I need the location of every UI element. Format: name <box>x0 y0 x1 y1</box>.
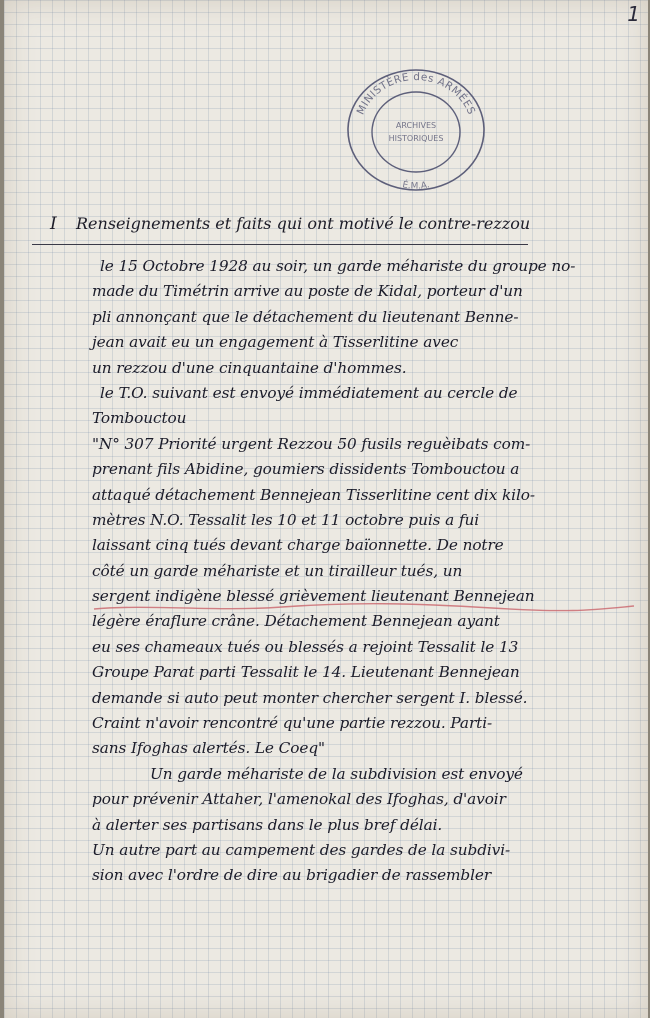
body-line: "N° 307 Priorité urgent Rezzou 50 fusils reguèibats com- <box>92 434 531 453</box>
body-line: laissant cinq tués devant charge baïonnette. De notre <box>92 536 504 555</box>
stamp-ring-text: MINISTÈRE des ARMÉES <box>354 70 478 117</box>
body-line: le 15 Octobre 1928 au soir, un garde méhariste du groupe no- <box>100 257 576 275</box>
stamp-center-line-1: ARCHIVES <box>395 121 437 130</box>
body-line: le T.O. suivant est envoyé immédiatement au cercle de <box>100 383 518 402</box>
body-line: un rezzou d'une cinquantaine d'hommes. <box>92 358 407 377</box>
stamp-bottom-text: É.M.A. <box>401 180 431 192</box>
body-line: mètres N.O. Tessalit les 10 et 11 octobre puis a fui <box>92 510 480 529</box>
section-title: Renseignements et faits qui ont motivé le contre-rezzou <box>76 214 531 233</box>
body-line: eu ses chameaux tués ou blessés a rejoint Tessalit le 13 <box>92 637 519 656</box>
body-line: pli annonçant que le détachement du lieutenant Benne- <box>92 307 519 326</box>
stamp-center-line-2: HISTORIQUES <box>388 134 444 143</box>
stamp-inner-ring <box>372 92 460 172</box>
body-line: pour prévenir Attaher, l'amenokal des Ifoghas, d'avoir <box>92 790 506 809</box>
body-line: à alerter ses partisans dans le plus bref délai. <box>92 815 443 834</box>
body-line: côté un garde méhariste et un tirailleur tués, un <box>92 561 463 580</box>
body-line: sergent indigène blessé grièvement lieutenant Bennejean <box>92 587 535 606</box>
body-line: sion avec l'ordre de dire au brigadier de rassembler <box>92 866 492 885</box>
page-number: 1 <box>627 2 640 26</box>
body-line: Un autre part au campement des gardes de la subdivi- <box>92 840 511 859</box>
body-line: made du Timétrin arrive au poste de Kidal, porteur d'un <box>92 282 523 301</box>
body-line: Tombouctou <box>92 409 187 428</box>
document-page <box>4 0 648 1018</box>
body-line: jean avait eu un engagement à Tisserlitine avec <box>92 333 459 352</box>
body-line: attaqué détachement Bennejean Tisserlitine cent dix kilo- <box>92 485 535 504</box>
body-line: Un garde méhariste de la subdivision est envoyé <box>150 764 523 783</box>
handwritten-body <box>92 254 640 889</box>
section-number: I <box>50 214 57 234</box>
body-line: sans Ifoghas alertés. Le Coeq" <box>92 739 325 758</box>
body-line: demande si auto peut monter chercher sergent I. blessé. <box>92 688 528 707</box>
body-line: prenant fils Abidine, goumiers dissidents Tombouctou a <box>92 460 520 479</box>
section-heading <box>32 208 531 245</box>
archives-stamp <box>342 66 490 192</box>
body-line: légère éraflure crâne. Détachement Bennejean ayant <box>92 612 500 631</box>
body-line: Groupe Parat parti Tessalit le 14. Lieutenant Bennejean <box>92 663 520 682</box>
body-line: Craint n'avoir rencontré qu'une partie rezzou. Parti- <box>92 714 493 733</box>
